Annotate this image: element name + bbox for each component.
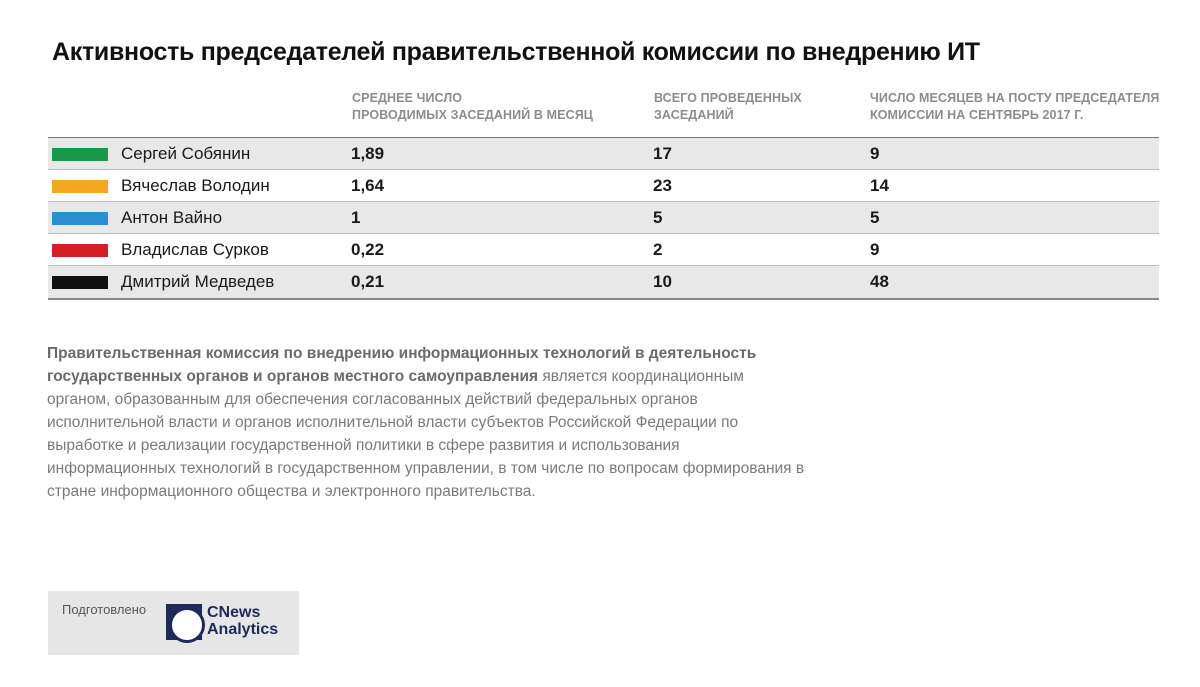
cell-months-in-office: 14 — [870, 176, 889, 195]
column-header-avg-meetings — [352, 90, 593, 124]
table-row — [48, 138, 1159, 170]
color-swatch — [52, 244, 108, 257]
color-swatch — [52, 148, 108, 161]
color-swatch — [52, 180, 108, 193]
column-header-line: ЧИСЛО МЕСЯЦЕВ НА ПОСТУ ПРЕДСЕДАТЕЛЯ — [870, 91, 1160, 105]
credit-box — [48, 591, 299, 655]
row-name: Дмитрий Медведев — [121, 272, 275, 291]
row-name: Антон Вайно — [121, 208, 223, 227]
logo-line: Analytics — [207, 621, 279, 638]
cell-total-meetings: 23 — [653, 176, 672, 195]
cnews-logo-icon — [166, 604, 202, 640]
description-body: является координационным органом, образованным для обеспечения согласованных действий федеральных органов исполнительной власти и органов исполнительной власти субъектов Российской Федерации по выработке и реализации государственной политики в сфере развития и использования информационных технологий в государственном управлении, в том числе по вопросам формирования в стране информационного общества и электронного правительства. — [47, 368, 805, 500]
credit-label: Подготовлено — [62, 602, 147, 617]
table-row — [48, 170, 1159, 202]
column-header-line: ЗАСЕДАНИЙ — [654, 108, 734, 122]
description-lead: Правительственная комиссия по внедрению информационных технологий в деятельность государственных органов и органов местного самоуправления — [47, 345, 757, 385]
cell-months-in-office: 48 — [870, 272, 889, 291]
cnews-logo — [207, 604, 278, 638]
table-row — [48, 202, 1159, 234]
cell-total-meetings: 5 — [653, 208, 663, 227]
table-row — [48, 234, 1159, 266]
cell-total-meetings: 10 — [653, 272, 672, 291]
page-title: Активность председателей правительственной комиссии по внедрению ИТ — [52, 38, 980, 66]
logo-line: CNews — [207, 604, 261, 621]
cell-avg-meetings: 1,89 — [351, 144, 385, 163]
cell-total-meetings: 2 — [653, 240, 663, 259]
cell-avg-meetings: 1,64 — [351, 176, 385, 195]
column-header-months-in-office — [870, 90, 1159, 124]
row-name: Владислав Сурков — [121, 240, 269, 259]
cell-avg-meetings: 0,21 — [351, 272, 385, 291]
row-name: Сергей Собянин — [121, 144, 251, 163]
description — [47, 342, 807, 503]
column-header-line: ВСЕГО ПРОВЕДЕННЫХ — [654, 91, 802, 105]
column-header-line: СРЕДНЕЕ ЧИСЛО — [352, 91, 463, 105]
cell-months-in-office: 9 — [870, 144, 880, 163]
cell-months-in-office: 5 — [870, 208, 880, 227]
column-header-total-meetings — [654, 90, 802, 124]
color-swatch — [52, 276, 108, 289]
cell-avg-meetings: 1 — [351, 208, 361, 227]
cell-total-meetings: 17 — [653, 144, 672, 163]
cell-avg-meetings: 0,22 — [351, 240, 385, 259]
table-row — [48, 266, 1159, 298]
cell-months-in-office: 9 — [870, 240, 880, 259]
column-header-line: КОМИССИИ НА СЕНТЯБРЬ 2017 Г. — [870, 108, 1084, 122]
column-header-line: ПРОВОДИМЫХ ЗАСЕДАНИЙ В МЕСЯЦ — [352, 108, 594, 122]
data-table — [48, 137, 1159, 300]
row-name: Вячеслав Володин — [121, 176, 270, 195]
color-swatch — [52, 212, 108, 225]
